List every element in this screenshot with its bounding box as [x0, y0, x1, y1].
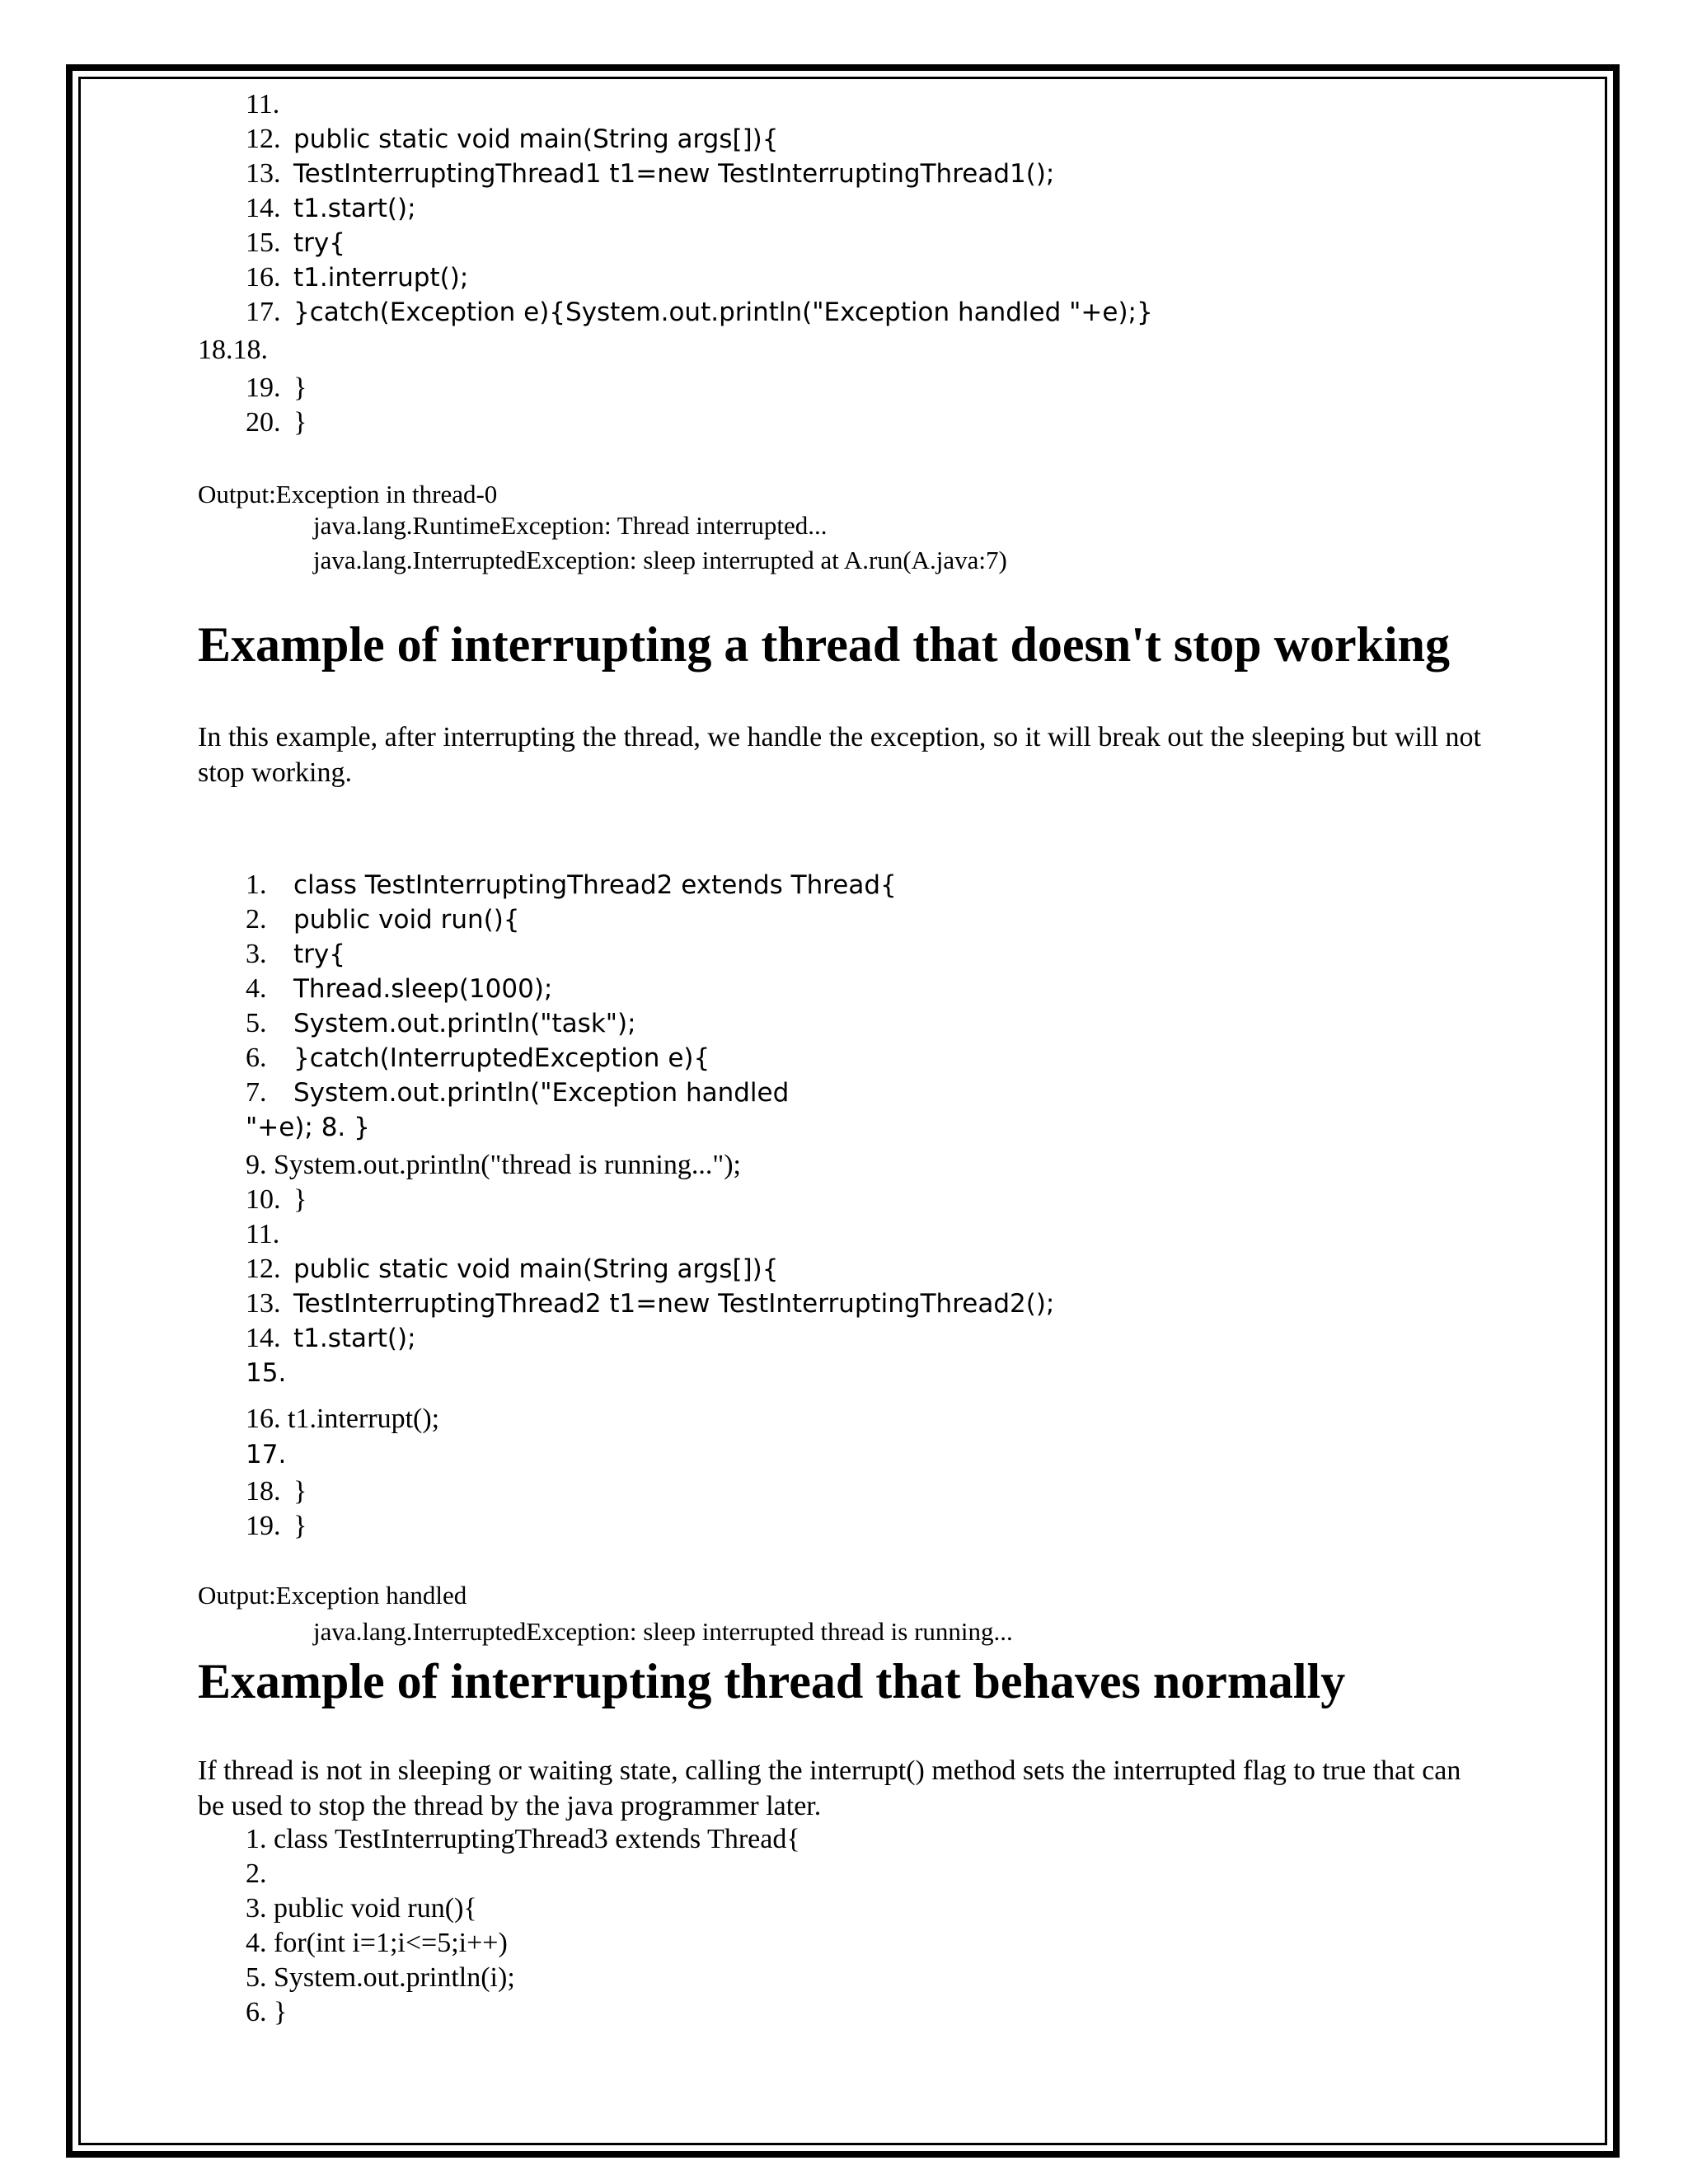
code-line: "+e); 8. }: [246, 1113, 370, 1142]
code-line: 16. t1.interrupt();: [246, 1404, 440, 1434]
code-line: 20. }: [246, 407, 307, 438]
code-line: 18. }: [246, 1476, 307, 1507]
code-line: 3. public void run(){: [246, 1893, 477, 1924]
code-line: 19. }: [246, 1511, 307, 1541]
code-line: 15. try{: [246, 227, 345, 258]
code-line: 13. TestInterruptingThread1 t1=new TestInterruptingThread1();: [246, 158, 1055, 189]
code-line: 3. try{: [246, 939, 345, 969]
section-heading: Example of interrupting a thread that doesn't stop working: [198, 617, 1450, 672]
code-line: 6. }: [246, 1997, 288, 2027]
code-line: 7. System.out.println("Exception handled: [246, 1077, 790, 1108]
code-line: 13. TestInterruptingThread2 t1=new TestInterruptingThread2();: [246, 1288, 1055, 1319]
code-line: 17.: [246, 1440, 287, 1469]
section-paragraph: In this example, after interrupting the thread, we handle the exception, so it will break out the sleeping but will not stop working.: [198, 722, 1481, 788]
code-line: 17. }catch(Exception e){System.out.println("Exception handled "+e);}: [246, 297, 1153, 327]
code-line: 6. }catch(InterruptedException e){: [246, 1043, 710, 1073]
section-heading: Example of interrupting thread that behaves normally: [198, 1654, 1346, 1708]
code-line: 19. }: [246, 373, 307, 403]
code-line: 5. System.out.println("task");: [246, 1008, 636, 1038]
code-line: 2. public void run(){: [246, 904, 520, 935]
code-line: 1. class TestInterruptingThread2 extends Thread{: [246, 869, 897, 900]
code-line: 14. t1.start();: [246, 193, 416, 223]
code-line: 11.: [246, 1219, 280, 1249]
output-line: java.lang.InterruptedException: sleep interrupted thread is running...: [313, 1617, 1013, 1646]
code-line: 12. public static void main(String args[]){: [246, 1254, 779, 1284]
code-line: 11.: [246, 89, 280, 120]
output-line: java.lang.RuntimeException: Thread interrupted...: [313, 511, 828, 540]
code-line: 16. t1.interrupt();: [246, 262, 469, 293]
output-line: java.lang.InterruptedException: sleep interrupted at A.run(A.java:7): [313, 546, 1007, 574]
code-line: 5. System.out.println(i);: [246, 1962, 515, 1993]
section-paragraph: If thread is not in sleeping or waiting state, calling the interrupt() method sets the interrupted flag to true that can be used to stop the thread by the java programmer later.: [198, 1755, 1461, 1821]
code-line: 4. for(int i=1;i<=5;i++): [246, 1928, 508, 1958]
output-label: Output:Exception handled: [198, 1581, 467, 1610]
code-line: 4. Thread.sleep(1000);: [246, 973, 553, 1004]
code-line: 18.18.: [198, 335, 268, 365]
code-line: 14. t1.start();: [246, 1323, 416, 1353]
code-line: 2.: [246, 1858, 267, 1889]
code-line: 9. System.out.println("thread is running...");: [246, 1150, 741, 1180]
output-label: Output:Exception in thread-0: [198, 480, 498, 509]
code-line: 1. class TestInterruptingThread3 extends Thread{: [246, 1824, 800, 1854]
code-line: 10. }: [246, 1184, 307, 1215]
code-line: 12. public static void main(String args[]){: [246, 124, 779, 154]
code-line: 15.: [246, 1358, 287, 1388]
